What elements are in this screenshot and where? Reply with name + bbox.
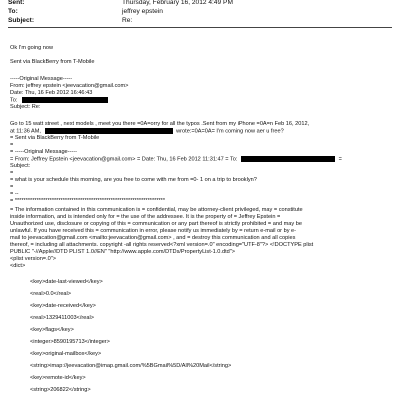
quote-dash: = -- — [10, 191, 19, 197]
plist-entry: <string>206822</string> — [30, 387, 91, 393]
subject-row — [8, 17, 133, 25]
plist-entry: <key>flags</key> — [30, 327, 74, 333]
message-time: at 11:36 AM, — [10, 128, 41, 135]
plist-entry: <real>0.0</real> — [30, 291, 72, 297]
quoted-schedule-question: = what is your schedule this morning, are you free to come with me from =0- 1 on a trip to brooklyn? — [10, 177, 257, 183]
quoted-subject: Subject: — [10, 163, 31, 169]
original-subject: Subject: Re: — [10, 104, 41, 110]
dict-open: <dict> — [10, 263, 26, 269]
plist-open: <plist version=.0"> — [10, 256, 56, 262]
legal-line: = The information contained in this communication is = confidential, may be attorney-client privileged, may = constitute — [10, 207, 303, 213]
quote-marker: = — [338, 156, 342, 163]
redaction-bar — [241, 156, 335, 162]
plist-entry: <key>remote-id</key> — [30, 375, 86, 381]
original-from: From: jeffrey epstein <jeevacation@gmail.com> — [10, 83, 129, 89]
subject-value: Re: — [122, 17, 133, 24]
message-continuation: wrote:=0A=0A= I'm coming now aer u free? — [176, 128, 284, 135]
legal-line: thereof, = including all attachments. copyright -all rights reserved<?xml version=.0" encoding="UTF-8"?> <!DOCTYPE plist — [10, 242, 314, 248]
message-line-1: Go to 15 watt street , next models , meet you there =0A=orry for all the typos .Sent from my iPhone =0A=n Feb 16, 2012, — [10, 121, 310, 127]
signature: Sent via BlackBerry from T-Mobile — [10, 59, 95, 65]
sent-label: Sent: — [8, 0, 25, 6]
plist-entry: <integer>8590195713</integer> — [30, 339, 110, 345]
to-row — [8, 8, 163, 16]
legal-line: unlawful. If you have received this = communication in error, please notify us immediately by = return e-mail or by e- — [10, 228, 297, 234]
sent-value: Thursday, February 16, 2012 4:49 PM — [122, 0, 233, 6]
plist-entry: <key>date-last-viewed</key> — [30, 279, 103, 285]
legal-line: PUBLIC "-//Apple//DTD PLIST 1.0//EN" "http://www.apple.com/DTDs/PropertyList-1.0.dtd"> — [10, 249, 235, 255]
plist-entry: <string>imap://jeevacation@imap.gmail.com/%5BGmail%5D/All%20Mail</string> — [30, 363, 232, 369]
plist-entry: <key>date-received</key> — [30, 303, 96, 309]
plist-entry: <real>1329411003</real> — [30, 315, 94, 321]
sent-row — [8, 0, 233, 7]
plist-entry: <key>original-mailbox</key> — [30, 351, 102, 357]
legal-line: mail to jeevacation@gmail.com <mailto:jeevacation@gmail.com> , and = destroy this communication and all copies — [10, 235, 296, 241]
original-to-label: To: — [10, 97, 18, 104]
original-message-header: -----Original Message----- — [10, 76, 73, 82]
quoted-original-header: = -----Original Message----- — [10, 149, 77, 155]
reply-text: Ok I'm going now — [10, 45, 54, 51]
subject-label: Subject: — [8, 17, 35, 24]
redaction-bar — [22, 97, 108, 103]
quote-marker: = — [10, 170, 14, 176]
legal-line: Unauthorized use, disclosure or copying of this = communication or any part thereof is strictly prohibited = and may be — [10, 221, 302, 227]
to-value: jeffrey epstein — [122, 8, 163, 15]
quote-marker: = — [10, 184, 14, 190]
legal-line: inside information, and is intended only for = the use of the addressee. It is the property of = Jeffrey Epstein = — [10, 214, 281, 220]
quoted-from-text: = From: Jeffrey Epstein <jeevacation@gmail.com> = Date: Thu, 16 Feb 2012 11:31:47 = To: — [10, 156, 238, 163]
quote-marker: = — [10, 142, 14, 148]
redaction-bar — [45, 128, 173, 134]
quoted-signature: = Sent via BlackBerry from T-Mobile — [10, 135, 100, 141]
original-date: Date: Thu, 16 Feb 2012 16:46:43 — [10, 90, 93, 96]
separator-stars: = ********************************************************************* — [10, 198, 166, 204]
to-label: To: — [8, 8, 18, 15]
quoted-from-line — [10, 156, 342, 163]
header-divider — [8, 27, 392, 28]
